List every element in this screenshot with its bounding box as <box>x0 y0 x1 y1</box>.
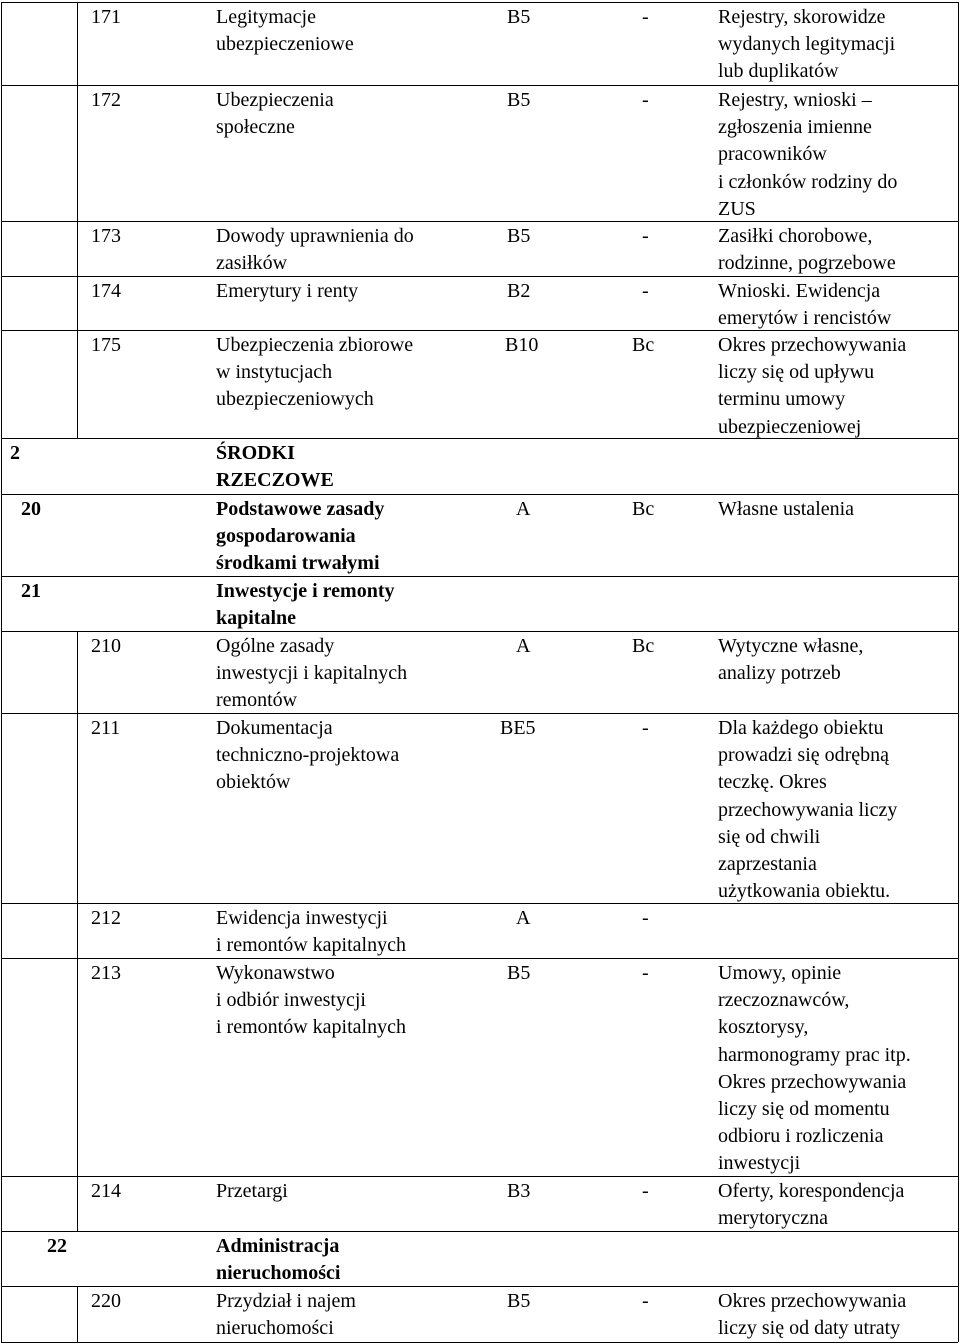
row-name-line: gospodarowania <box>216 525 356 548</box>
row-symbol: 214 <box>91 1180 121 1202</box>
row-symbol: 21 <box>21 580 41 602</box>
row-name-line: ubezpieczeniowe <box>216 33 354 56</box>
row-note-line: Wnioski. Ewidencja <box>718 280 881 302</box>
row-category-extra: - <box>642 717 649 739</box>
row-category: B3 <box>507 1180 531 1202</box>
row-name-line: społeczne <box>216 116 295 139</box>
row-name-line: i odbiór inwestycji <box>216 989 366 1012</box>
row-name-line: Inwestycje i remonty <box>216 580 395 602</box>
row-category-extra: - <box>642 907 649 929</box>
row-category-extra: Bc <box>632 635 655 657</box>
row-note-line: odbioru i rozliczenia <box>718 1125 884 1148</box>
row-category-extra: - <box>642 89 649 111</box>
row-note-line: użytkowania obiektu. <box>718 880 891 903</box>
row-name-line: Przydział i najem <box>216 1290 356 1312</box>
column-divider <box>77 2 78 85</box>
row-symbol: 172 <box>91 89 121 111</box>
row-name-line: środkami trwałymi <box>216 552 380 575</box>
row-symbol: 174 <box>91 280 121 302</box>
row-category-extra: - <box>642 6 649 28</box>
row-note-line: Oferty, korespondencja <box>718 1180 905 1202</box>
row-symbol: 2 <box>10 442 20 464</box>
column-divider <box>77 85 78 221</box>
row-name-line: Emerytury i renty <box>216 280 359 302</box>
row-category: A <box>516 907 531 929</box>
column-divider <box>1 2 2 1342</box>
row-name-line: Dokumentacja <box>216 717 333 739</box>
row-note-line: Dla każdego obiektu <box>718 717 884 739</box>
row-note-line: Rejestry, wnioski – <box>718 89 872 111</box>
row-divider <box>1 1176 958 1177</box>
row-divider <box>1 494 958 495</box>
row-symbol: 211 <box>91 717 121 739</box>
row-symbol: 22 <box>47 1235 67 1257</box>
row-name-line: Podstawowe zasady <box>216 498 385 520</box>
row-divider <box>1 1286 958 1287</box>
row-divider <box>1 713 958 714</box>
row-note-line: emerytów i rencistów <box>718 307 892 330</box>
row-category: B5 <box>507 1290 531 1312</box>
row-name-line: techniczno-projektowa <box>216 744 400 767</box>
row-note-line: rzeczoznawców, <box>718 989 850 1012</box>
row-category: BE5 <box>500 717 536 739</box>
row-name-line: i remontów kapitalnych <box>216 934 406 957</box>
row-note-line: ZUS <box>718 197 756 220</box>
row-name-line: inwestycji i kapitalnych <box>216 662 408 685</box>
row-name-line: ubezpieczeniowych <box>216 388 374 411</box>
row-name-line: kapitalne <box>216 607 297 630</box>
row-note-line: Umowy, opinie <box>718 962 842 984</box>
row-name-line: nieruchomości <box>216 1317 334 1340</box>
row-note-line: merytoryczna <box>718 1207 828 1230</box>
row-category: A <box>516 498 531 520</box>
row-note-line: Okres przechowywania <box>718 334 907 356</box>
row-category: B5 <box>507 6 531 28</box>
column-divider <box>958 2 959 1342</box>
row-name-line: i remontów kapitalnych <box>216 1016 406 1039</box>
row-note-line: prowadzi się odrębną <box>718 744 890 767</box>
row-category-extra: - <box>642 1180 649 1202</box>
row-category-extra: - <box>642 1290 649 1312</box>
row-divider <box>1 2 958 3</box>
row-note-line: Okres przechowywania <box>718 1290 907 1312</box>
row-note-line: przechowywania liczy <box>718 798 898 821</box>
column-divider <box>77 221 78 276</box>
row-name-line: Ogólne zasady <box>216 635 335 657</box>
row-name-line: nieruchomości <box>216 1262 341 1285</box>
row-note-line: Okres przechowywania <box>718 1070 907 1093</box>
row-note-line: inwestycji <box>718 1152 801 1175</box>
row-category: A <box>516 635 531 657</box>
row-note-line: harmonogramy prac itp. <box>718 1043 911 1066</box>
row-category: B2 <box>507 280 531 302</box>
row-category-extra: - <box>642 280 649 302</box>
row-symbol: 212 <box>91 907 121 929</box>
column-divider <box>77 330 78 438</box>
row-name-line: Dowody uprawnienia do <box>216 225 414 247</box>
row-note-line: się od chwili <box>718 825 821 848</box>
row-note-line: analizy potrzeb <box>718 662 841 685</box>
row-note-line: zaprzestania <box>718 853 817 875</box>
row-category-extra: Bc <box>632 334 655 356</box>
row-note-line: Rejestry, skorowidze <box>718 6 886 28</box>
row-divider <box>1 221 958 222</box>
column-divider <box>77 1176 78 1231</box>
row-name-line: RZECZOWE <box>216 469 334 492</box>
row-name-line: obiektów <box>216 771 291 794</box>
row-note-line: kosztorysy, <box>718 1016 809 1039</box>
row-note-line: wydanych legitymacji <box>718 33 896 56</box>
row-note-line: terminu umowy <box>718 388 846 411</box>
row-category: B5 <box>507 962 531 984</box>
column-divider <box>77 631 78 713</box>
row-divider <box>1 958 958 959</box>
row-note-line: Wytyczne własne, <box>718 635 864 657</box>
row-category-extra: - <box>642 225 649 247</box>
row-symbol: 213 <box>91 962 121 984</box>
row-note-line: ubezpieczeniowej <box>718 415 862 438</box>
row-name-line: ŚRODKI <box>216 442 295 464</box>
row-divider <box>1 631 958 632</box>
row-name-line: remontów <box>216 689 298 712</box>
row-name-line: Ewidencja inwestycji <box>216 907 388 929</box>
row-name-line: Wykonawstwo <box>216 962 335 984</box>
row-divider <box>1 576 958 577</box>
row-note-line: liczy się od daty utraty <box>718 1317 901 1340</box>
row-note-line: zgłoszenia imienne <box>718 116 872 139</box>
row-name-line: Przetargi <box>216 1180 288 1202</box>
row-note-line: rodzinne, pogrzebowe <box>718 252 896 275</box>
row-symbol: 210 <box>91 635 121 657</box>
row-note-line: liczy się od momentu <box>718 1098 890 1120</box>
row-note-line: lub duplikatów <box>718 60 839 83</box>
row-category: B5 <box>507 225 531 247</box>
row-category-extra: - <box>642 962 649 984</box>
column-divider <box>77 1286 78 1342</box>
row-name-line: zasiłków <box>216 252 288 275</box>
row-name-line: Legitymacje <box>216 6 316 28</box>
row-note-line: Własne ustalenia <box>718 498 855 520</box>
row-category: B10 <box>505 334 539 356</box>
row-note-line: pracowników <box>718 143 827 166</box>
column-divider <box>77 903 78 958</box>
row-symbol: 175 <box>91 334 121 356</box>
row-name-line: w instytucjach <box>216 361 333 384</box>
row-note-line: Zasiłki chorobowe, <box>718 225 873 247</box>
row-symbol: 171 <box>91 6 121 28</box>
row-note-line: liczy się od upływu <box>718 361 875 384</box>
column-divider <box>77 713 78 903</box>
row-symbol: 220 <box>91 1290 121 1312</box>
column-divider <box>77 276 78 330</box>
row-symbol: 173 <box>91 225 121 247</box>
row-note-line: i członków rodziny do <box>718 170 898 193</box>
row-name-line: Ubezpieczenia zbiorowe <box>216 334 414 356</box>
row-symbol: 20 <box>21 498 41 520</box>
row-category-extra: Bc <box>632 498 655 520</box>
row-name-line: Ubezpieczenia <box>216 89 334 111</box>
row-note-line: teczkę. Okres <box>718 771 827 794</box>
row-name-line: Administracja <box>216 1235 340 1257</box>
column-divider <box>77 958 78 1176</box>
row-category: B5 <box>507 89 531 111</box>
